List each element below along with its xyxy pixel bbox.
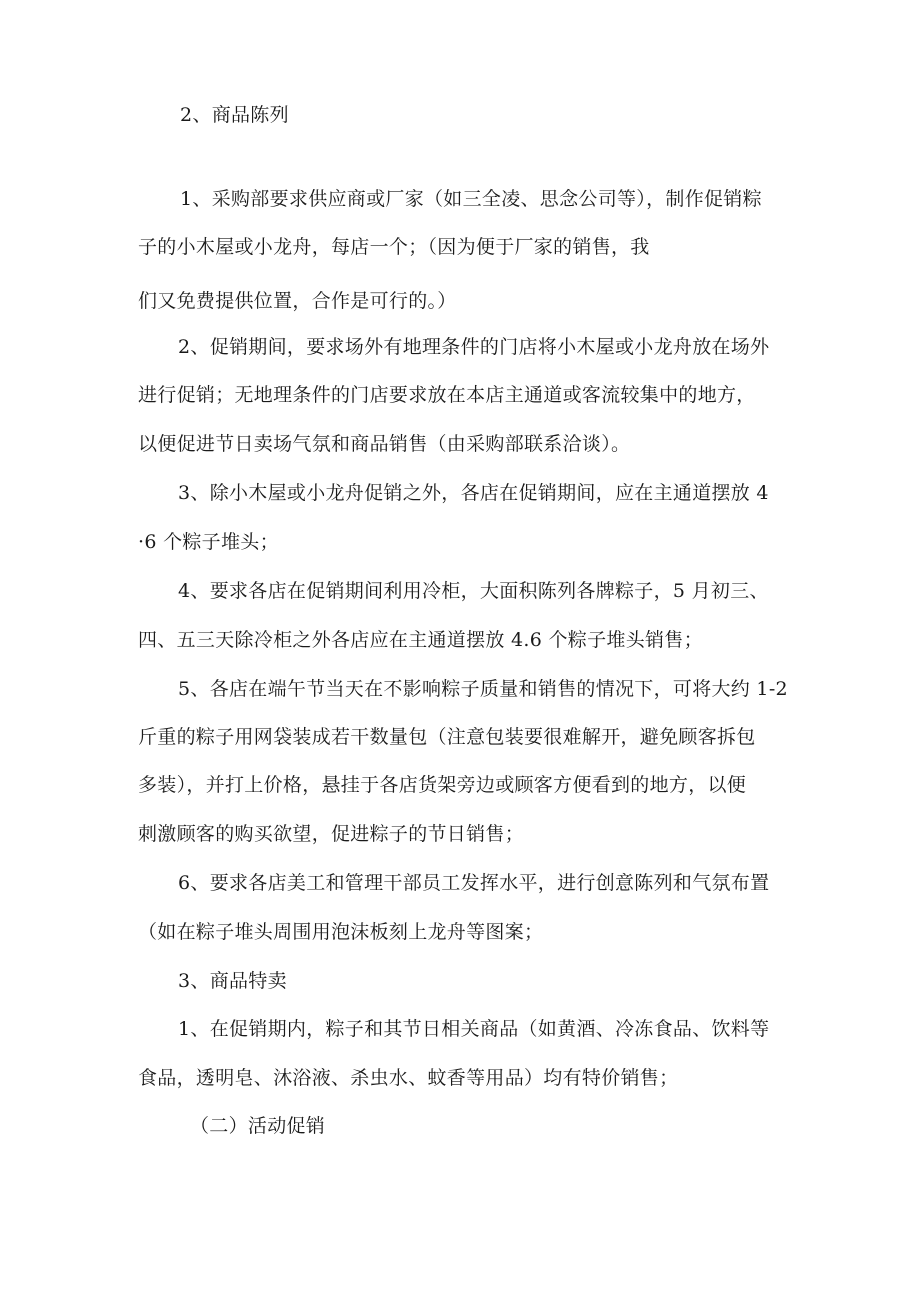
section-heading-special-sale: 3、商品特卖 — [178, 970, 287, 992]
paragraph-line: 刺激顾客的购买欲望，促进粽子的节日销售； — [138, 823, 525, 845]
section-heading-activity-promotion: （二）活动促销 — [190, 1115, 326, 1137]
paragraph-line: ·6 个粽子堆头； — [138, 531, 279, 553]
paragraph-line: 4、要求各店在促销期间利用冷柜，大面积陈列各牌粽子，5 月初三、 — [178, 580, 769, 602]
paragraph-line: 以便促进节日卖场气氛和商品销售（由采购部联系洽谈）。 — [138, 433, 631, 455]
paragraph-line: 多装），并打上价格，悬挂于各店货架旁边或顾客方便看到的地方，以便 — [138, 774, 747, 796]
paragraph-line: 子的小木屋或小龙舟，每店一个；（因为便于厂家的销售，我 — [138, 236, 650, 258]
paragraph-line: 们又免费提供位置，合作是可行的。） — [138, 290, 457, 312]
paragraph-line: 1、在促销期内，粽子和其节日相关商品（如黄酒、冷冻食品、饮料等 — [178, 1018, 770, 1040]
paragraph-line: 3、除小木屋或小龙舟促销之外，各店在促销期间，应在主通道摆放 4 — [178, 482, 769, 504]
paragraph-line: 食品，透明皂、沐浴液、杀虫水、蚊香等用品）均有特价销售； — [138, 1067, 679, 1089]
paragraph-line: 进行促销；无地理条件的门店要求放在本店主通道或客流较集中的地方， — [138, 384, 756, 406]
section-heading-display: 2、商品陈列 — [180, 104, 289, 126]
paragraph-line: 1、采购部要求供应商或厂家（如三全凌、思念公司等），制作促销粽 — [180, 188, 762, 210]
paragraph-line: 6、要求各店美工和管理干部员工发挥水平，进行创意陈列和气氛布置 — [178, 872, 770, 894]
paragraph-line: 2、促销期间，要求场外有地理条件的门店将小木屋或小龙舟放在场外 — [178, 336, 770, 358]
paragraph-line: 5、各店在端午节当天在不影响粽子质量和销售的情况下，可将大约 1-2 — [178, 678, 788, 700]
paragraph-line: （如在粽子堆头周围用泡沫板刻上龙舟等图案； — [138, 921, 544, 943]
paragraph-line: 四、五三天除冷柜之外各店应在主通道摆放 4.6 个粽子堆头销售； — [138, 629, 703, 651]
paragraph-line: 斤重的粽子用网袋装成若干数量包（注意包装要很难解开，避免顾客拆包 — [138, 726, 756, 748]
